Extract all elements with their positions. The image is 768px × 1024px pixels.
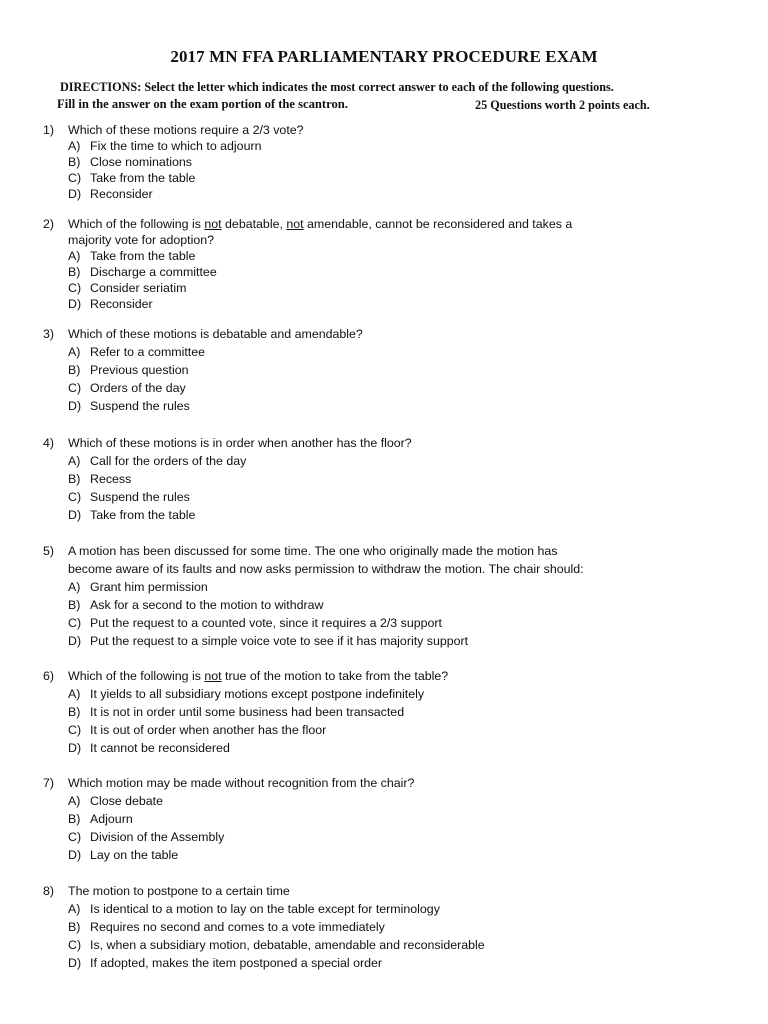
option-c xyxy=(0,936,768,954)
option-text: Orders of the day xyxy=(90,381,186,395)
option-a xyxy=(0,685,768,703)
option-letter: C) xyxy=(68,723,82,737)
option-text: Adjourn xyxy=(90,812,133,826)
option-a xyxy=(0,578,768,596)
option-text: Consider seriatim xyxy=(90,281,187,295)
option-letter: B) xyxy=(68,812,81,826)
option-d xyxy=(0,846,768,864)
option-c xyxy=(0,488,768,506)
option-letter: A) xyxy=(68,454,81,468)
option-letter: D) xyxy=(68,956,82,970)
option-text: Previous question xyxy=(90,363,189,377)
option-text: Take from the table xyxy=(90,171,196,185)
option-text: Fix the time to which to adjourn xyxy=(90,139,262,153)
option-letter: D) xyxy=(68,187,82,201)
exam-title: 2017 MN FFA PARLIAMENTARY PROCEDURE EXAM xyxy=(170,47,598,66)
question-number: 3) xyxy=(43,327,55,341)
option-b xyxy=(0,810,768,828)
question-3 xyxy=(0,325,768,415)
option-letter: A) xyxy=(68,902,81,916)
option-letter: A) xyxy=(68,580,81,594)
option-b xyxy=(0,703,768,721)
option-text: Take from the table xyxy=(90,249,196,263)
option-text: Requires no second and comes to a vote immediately xyxy=(90,920,385,934)
directions-line-2 xyxy=(57,97,677,112)
question-text: The motion to postpone to a certain time xyxy=(68,884,290,898)
option-text: It yields to all subsidiary motions except postpone indefinitely xyxy=(90,687,425,701)
option-text: Grant him permission xyxy=(90,580,208,594)
option-letter: C) xyxy=(68,381,82,395)
option-text: Take from the table xyxy=(90,508,196,522)
option-text: Put the request to a counted vote, since it requires a 2/3 support xyxy=(90,616,442,630)
option-letter: D) xyxy=(68,508,82,522)
question-text: Which of these motions is in order when another has the floor? xyxy=(68,436,412,450)
question-text: A motion has been discussed for some time. The one who originally made the motion has xyxy=(68,544,558,558)
emphasis-not: not xyxy=(204,669,222,683)
option-letter: B) xyxy=(68,155,81,169)
option-text: Is, when a subsidiary motion, debatable, amendable and reconsiderable xyxy=(90,938,485,952)
text-part: Which of the following is xyxy=(68,669,205,683)
question-number: 1) xyxy=(43,123,55,137)
option-b xyxy=(0,361,768,379)
option-c xyxy=(0,280,768,296)
option-a xyxy=(0,792,768,810)
option-letter: D) xyxy=(68,297,82,311)
option-text: Is identical to a motion to lay on the table except for terminology xyxy=(90,902,440,916)
option-text: Close nominations xyxy=(90,155,192,169)
option-text: If adopted, makes the item postponed a special order xyxy=(90,956,383,970)
option-text: Close debate xyxy=(90,794,164,808)
question-5 xyxy=(0,542,768,650)
question-2 xyxy=(0,216,768,312)
question-text xyxy=(68,667,448,685)
option-d xyxy=(0,186,768,202)
option-a xyxy=(0,138,768,154)
directions-line-1: DIRECTIONS: Select the letter which indicates the most correct answer to each of the following questions. xyxy=(60,80,614,94)
question-4 xyxy=(0,434,768,524)
option-text: Division of the Assembly xyxy=(90,830,225,844)
option-letter: A) xyxy=(68,249,81,263)
question-6 xyxy=(0,667,768,757)
option-text: Recess xyxy=(90,472,132,486)
option-d xyxy=(0,506,768,524)
option-letter: B) xyxy=(68,920,81,934)
option-c xyxy=(0,828,768,846)
text-part: Which of the following is xyxy=(68,217,205,231)
question-number: 4) xyxy=(43,436,55,450)
question-text: Which of these motions is debatable and amendable? xyxy=(68,327,363,341)
option-d xyxy=(0,397,768,415)
option-b xyxy=(0,264,768,280)
option-text: Suspend the rules xyxy=(90,490,190,504)
option-letter: B) xyxy=(68,472,81,486)
text-part: amendable, cannot be reconsidered and takes a xyxy=(303,217,573,231)
option-letter: D) xyxy=(68,634,82,648)
option-letter: A) xyxy=(68,345,81,359)
option-text: Suspend the rules xyxy=(90,399,190,413)
option-a xyxy=(0,900,768,918)
question-number: 5) xyxy=(43,544,55,558)
option-text: Call for the orders of the day xyxy=(90,454,247,468)
question-7 xyxy=(0,774,768,864)
option-b xyxy=(0,596,768,614)
option-letter: C) xyxy=(68,490,82,504)
option-text: Put the request to a simple voice vote to see if it has majority support xyxy=(90,634,469,648)
option-a xyxy=(0,248,768,264)
option-a xyxy=(0,452,768,470)
option-b xyxy=(0,918,768,936)
option-letter: B) xyxy=(68,265,81,279)
question-number: 7) xyxy=(43,776,55,790)
option-letter: A) xyxy=(68,139,81,153)
question-text: Which motion may be made without recognition from the chair? xyxy=(68,776,415,790)
option-d xyxy=(0,954,768,972)
option-c xyxy=(0,614,768,632)
option-letter: B) xyxy=(68,598,81,612)
option-letter: C) xyxy=(68,938,82,952)
option-letter: D) xyxy=(68,741,82,755)
option-text: It is not in order until some business had been transacted xyxy=(90,705,405,719)
option-letter: B) xyxy=(68,705,81,719)
option-letter: C) xyxy=(68,281,82,295)
option-text: It cannot be reconsidered xyxy=(90,741,230,755)
question-number: 2) xyxy=(43,217,55,231)
question-number: 6) xyxy=(43,669,55,683)
question-8 xyxy=(0,882,768,972)
option-d xyxy=(0,739,768,757)
option-letter: B) xyxy=(68,363,81,377)
option-letter: D) xyxy=(68,399,82,413)
option-d xyxy=(0,632,768,650)
option-letter: C) xyxy=(68,616,82,630)
option-d xyxy=(0,296,768,312)
option-a xyxy=(0,343,768,361)
option-c xyxy=(0,170,768,186)
option-c xyxy=(0,379,768,397)
option-text: Reconsider xyxy=(90,187,153,201)
emphasis-not: not xyxy=(204,217,222,231)
option-letter: D) xyxy=(68,848,82,862)
text-part: true of the motion to take from the table? xyxy=(221,669,449,683)
option-letter: C) xyxy=(68,171,82,185)
option-b xyxy=(0,470,768,488)
option-c xyxy=(0,721,768,739)
question-text: Which of these motions require a 2/3 vote? xyxy=(68,123,304,137)
option-text: Ask for a second to the motion to withdraw xyxy=(90,598,324,612)
option-text: Lay on the table xyxy=(90,848,179,862)
question-text xyxy=(68,216,572,232)
question-text-continued: majority vote for adoption? xyxy=(68,233,215,247)
option-text: Refer to a committee xyxy=(90,345,206,359)
directions-points: 25 Questions worth 2 points each. xyxy=(475,98,650,112)
question-1 xyxy=(0,122,768,202)
directions-scantron: Fill in the answer on the exam portion of the scantron. xyxy=(57,97,348,111)
question-number: 8) xyxy=(43,884,55,898)
option-letter: A) xyxy=(68,794,81,808)
question-text-continued: become aware of its faults and now asks permission to withdraw the motion. The chair should: xyxy=(68,562,584,576)
option-text: Reconsider xyxy=(90,297,153,311)
option-b xyxy=(0,154,768,170)
option-letter: C) xyxy=(68,830,82,844)
text-part: debatable, xyxy=(221,217,287,231)
option-text: It is out of order when another has the floor xyxy=(90,723,327,737)
emphasis-not: not xyxy=(286,217,304,231)
option-letter: A) xyxy=(68,687,81,701)
option-text: Discharge a committee xyxy=(90,265,217,279)
